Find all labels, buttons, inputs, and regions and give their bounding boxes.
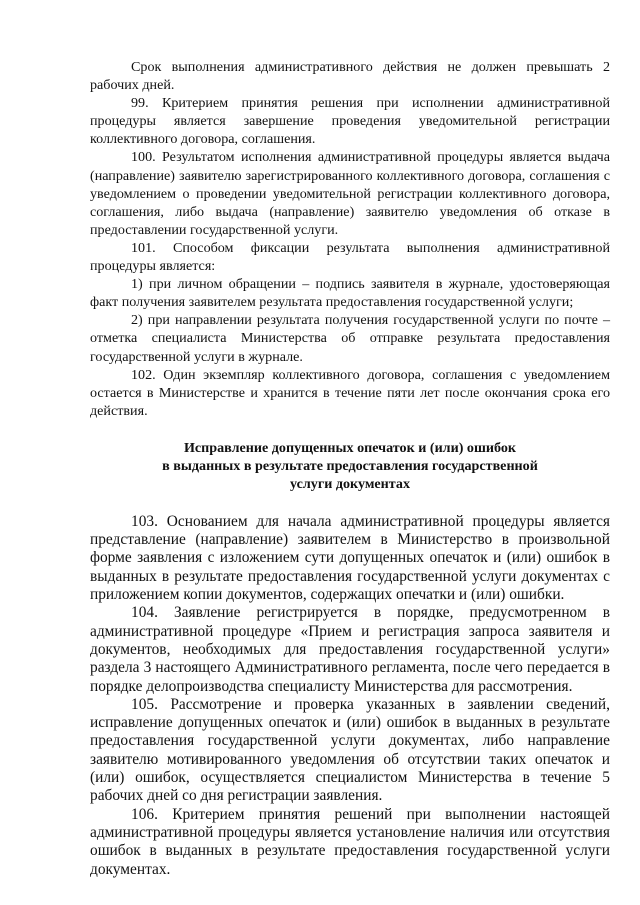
paragraph-105: 105. Рассмотрение и проверка указанных в заявлении сведений, исправление допущенных опечаток и (или) ошибок в выданных в результате предоставления государственной услуги документах, либо направление заявителю мотивированного уведомления об отсутствии таких опечаток и (или) ошибок, осуществляется специалистом Министерства в течение 5 рабочих дней со дня регистрации заявления. (90, 695, 610, 805)
paragraph-101: 101. Способом фиксации результата выполнения административной процедуры является: (90, 239, 610, 275)
document-page (90, 58, 610, 879)
heading-line-2: в выданных в результате предоставления государственной (162, 457, 538, 474)
paragraph-102: 102. Один экземпляр коллективного договора, соглашения с уведомлением остается в Министерстве и хранится в течение пяти лет после окончания срока его действия. (90, 366, 610, 419)
heading-line-3: услуги документах (290, 475, 410, 492)
paragraph-99: 99. Критерием принятия решения при исполнении административной процедуры является завершение проведения уведомительной регистрации коллективного договора, соглашения. (90, 95, 610, 148)
section-heading (90, 439, 610, 493)
paragraph-103: 103. Основанием для начала административной процедуры является представление (направление) заявителем в Министерство в произвольной форме заявления с изложением сути допущенных опечаток и (или) ошибок в выданных в результате предоставления государственной услуги документах с приложением копии документов, содержащих опечатки и (или) ошибки. (90, 512, 610, 604)
section-admin-procedure-result (90, 58, 610, 420)
paragraph-106: 106. Критерием принятия решений при выполнении настоящей административной процедуры является установление наличия или отсутствия ошибок в выданных в результате предоставления государственной услуги документах. (90, 805, 610, 878)
paragraph-101-item-2: 2) при направлении результата получения государственной услуги по почте – отметка специалиста Министерства об отправке результата предоставления государственной услуги в журнале. (90, 312, 610, 365)
paragraph-100: 100. Результатом исполнения административной процедуры является выдача (направление) заявителю зарегистрированного коллективного договора, соглашения с уведомлением о проведении уведомительной регистрации коллективного договора, соглашения, либо выдача (направление) заявителю уведомления об отказе в предоставлении государственной услуги. (90, 149, 610, 238)
heading-line-1: Исправление допущенных опечаток и (или) ошибок (183, 439, 517, 456)
section-error-correction (90, 513, 610, 879)
paragraph-101-item-1: 1) при личном обращении – подпись заявителя в журнале, удостоверяющая факт получения заявителем результата предоставления государственной услуги; (90, 276, 610, 311)
paragraph-deadline: Срок выполнения административного действия не должен превышать 2 рабочих дней. (90, 59, 610, 94)
paragraph-104: 104. Заявление регистрируется в порядке, предусмотренном в административной процедуре «Прием и регистрация запроса заявителя и документов, необходимых для предоставления государственной услуги» раздела 3 настоящего Административного регламента, после чего передается в порядке делопроизводства специалисту Министерства для рассмотрения. (90, 604, 610, 695)
